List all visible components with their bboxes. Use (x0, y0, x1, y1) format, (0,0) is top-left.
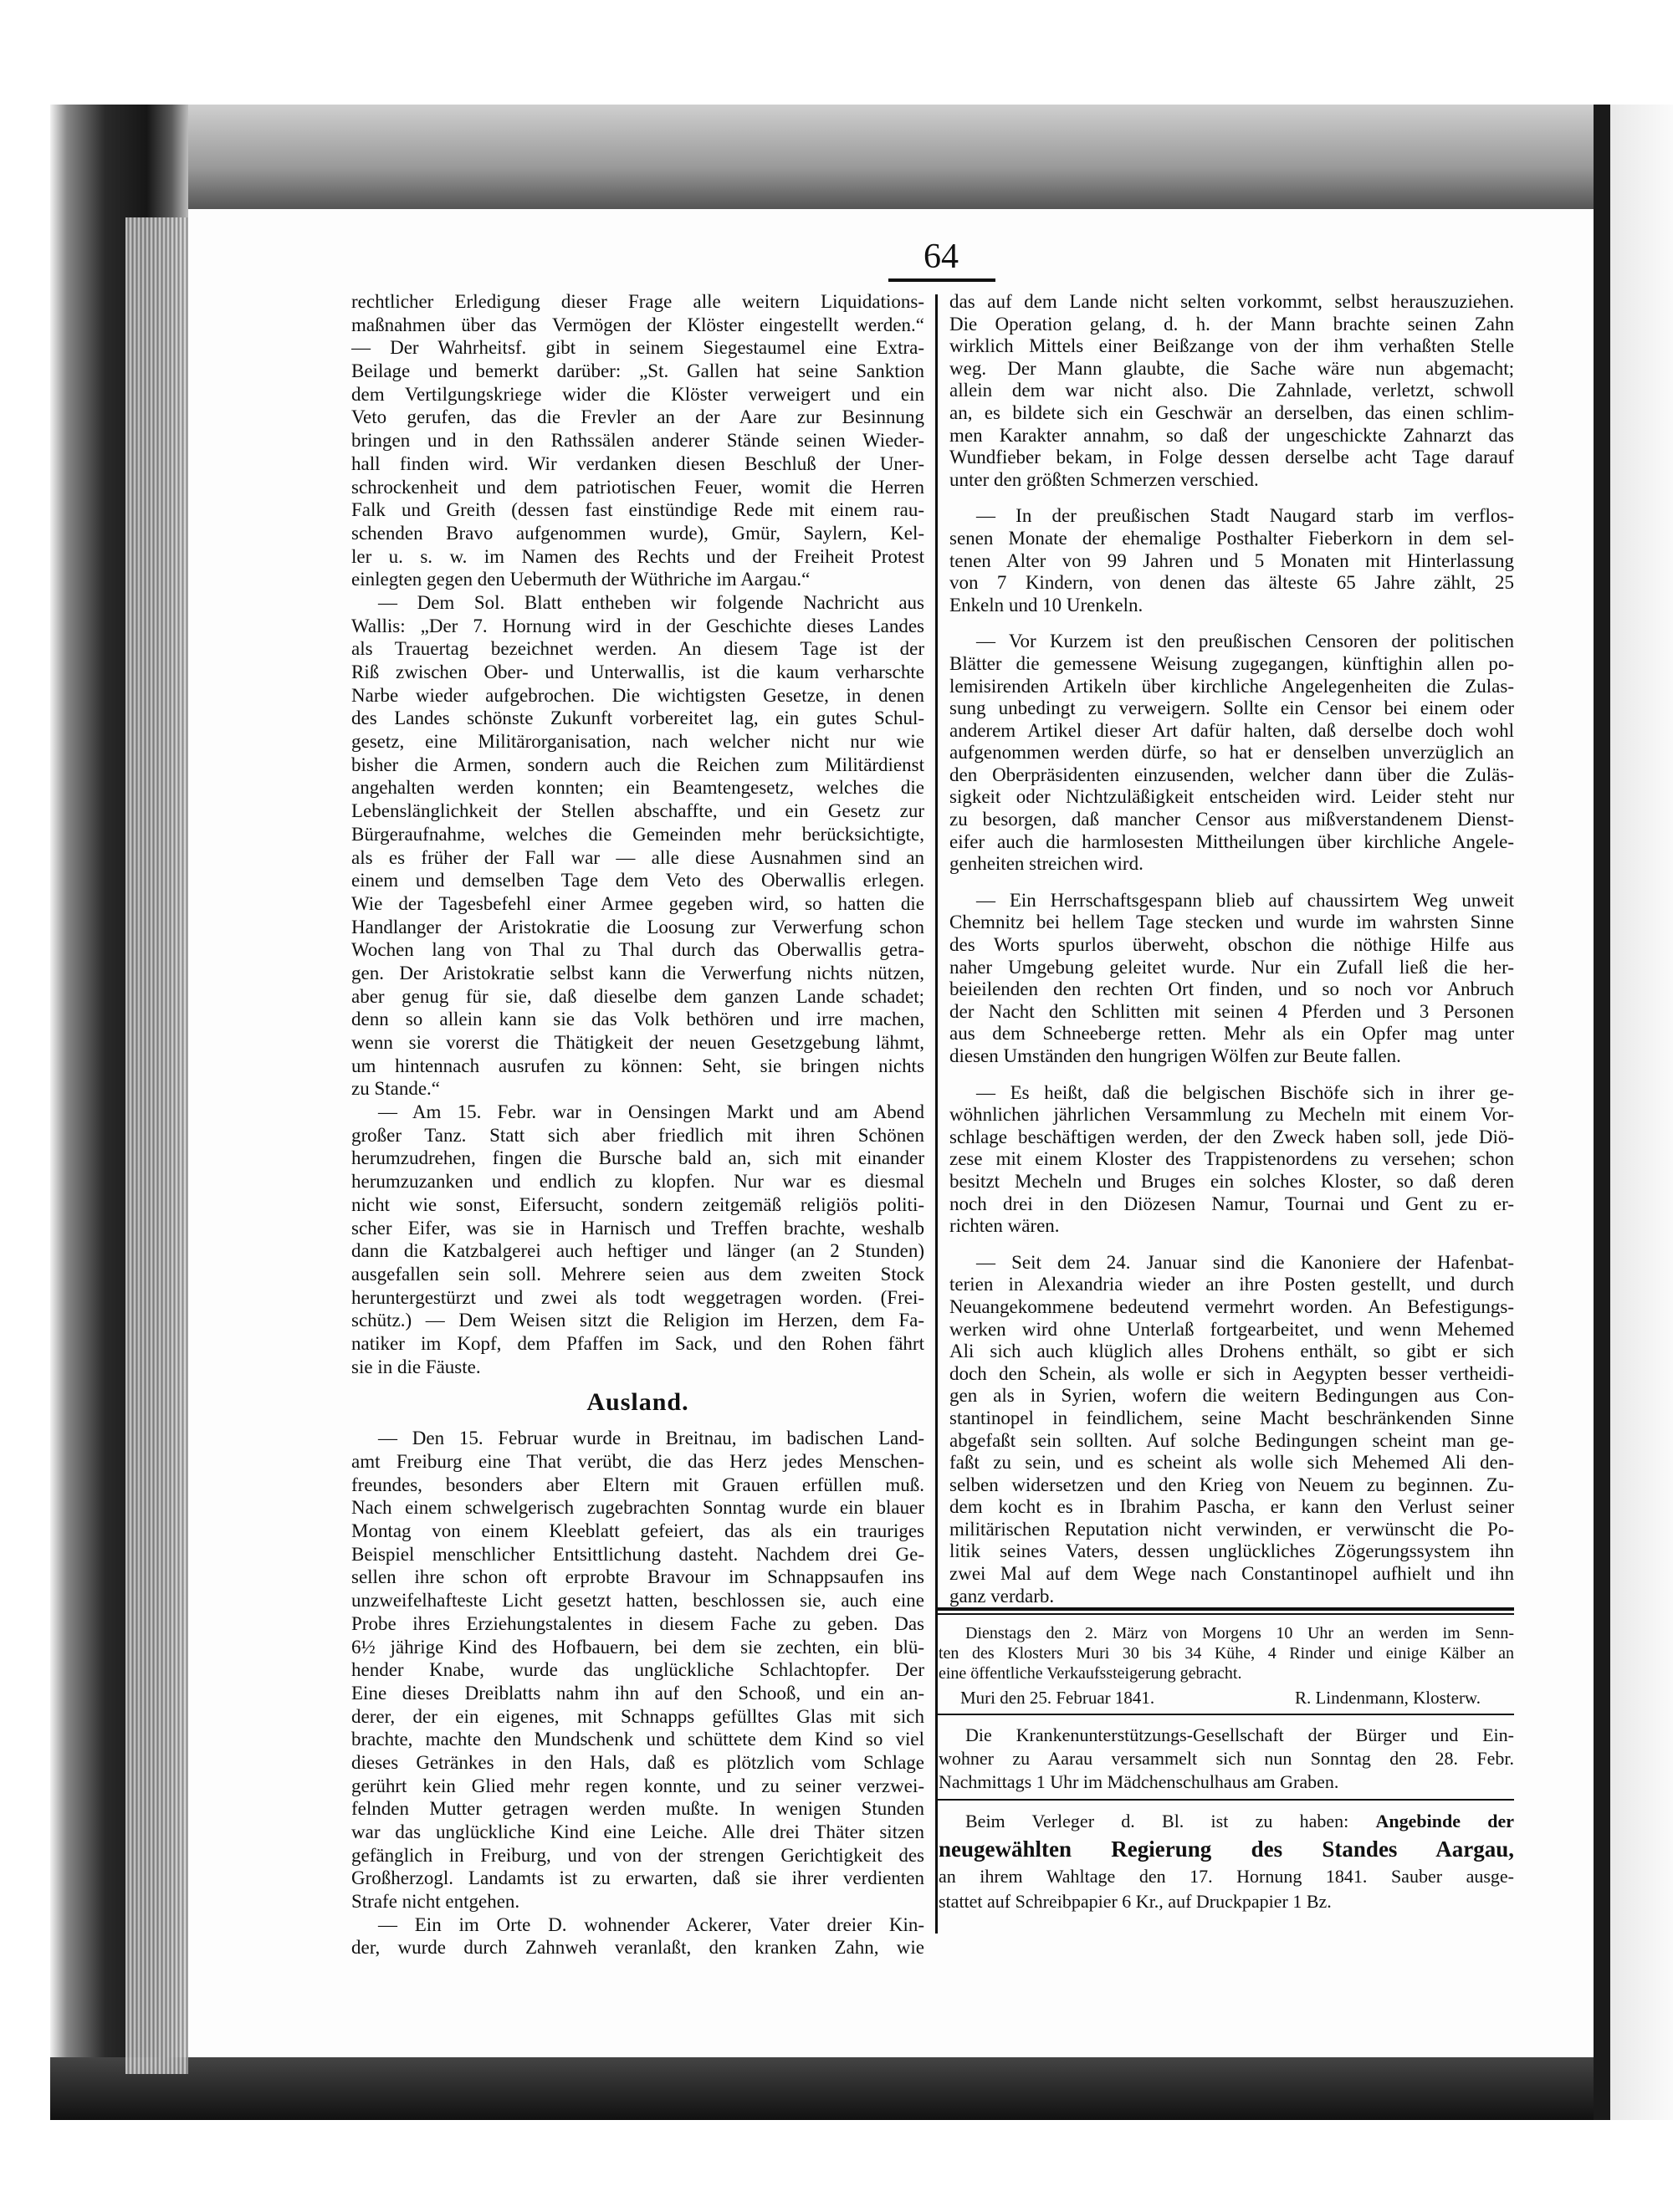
article-paragraph (949, 291, 1514, 491)
text-line: sung unbedingt zu verweigern. Sollte ein Censor bei einem oder (949, 697, 1514, 719)
text-line: Die Krankenunterstützungs-Gesellschaft der Bürger und Ein- (965, 1724, 1514, 1745)
text-line: rechtlicher Erledigung dieser Frage alle weitern Liquidations- (351, 291, 924, 312)
text-line: eine öffentliche Verkaufssteigerung gebracht. (939, 1664, 1242, 1683)
text-line: senen Monate der ehemalige Posthalter Fieberkorn in dem sel- (949, 527, 1514, 549)
text-line: Ali sich auch klüglich alles Drohens enthält, so gibt er sich (949, 1341, 1514, 1362)
text-line: aufgenommen werden dürfe, so hat er denselben unverzüglich an (949, 742, 1514, 764)
text-line: — Vor Kurzem ist den preußischen Censoren der politischen (976, 631, 1514, 652)
text-line: richten wären. (949, 1215, 1060, 1237)
text-line: schrockenheit und dem patriotischen Feuer, womit die Herren (351, 476, 924, 498)
text-line: militärischen Reputation nicht verwinden, er verwünscht die Po- (949, 1518, 1514, 1540)
text-line: sellen ihre schon oft erprobte Bravour im Schnappsaufen ins (351, 1566, 924, 1588)
article-paragraph (351, 290, 924, 591)
text-line: — Am 15. Febr. war in Oensingen Markt und am Abend (378, 1101, 924, 1123)
text-line: gerührt kein Glied mehr regen konnte, und zu seiner verzwei- (351, 1775, 924, 1796)
book-title-part: neugewählten Regierung des Standes Aargau, (939, 1837, 1514, 1862)
text-line: — Ein Herrschaftsgespann blieb auf chaussirtem Weg unweit (976, 889, 1514, 911)
text-line: doch den Schein, als wolle er sich in Aegypten besser vertheidi- (949, 1362, 1514, 1384)
text-line: aus dem Schneeberge retten. Mehr als ein Opfer mag unter (949, 1023, 1514, 1045)
article-paragraph (351, 1913, 924, 1959)
text-line: — Dem Sol. Blatt entheben wir folgende Nachricht aus (378, 591, 924, 613)
text-line: diesen Umständen den hungrigen Wölfen zur Beute fallen. (949, 1045, 1401, 1066)
text-line: werken wird ohne Unterlaß fortgearbeitet, und wenn Mehemed (949, 1318, 1514, 1340)
text-line: großer Tanz. Statt sich aber friedlich mit ihren Schönen (351, 1124, 924, 1146)
text-line: derer, der ein eigenes, mit Schnapps gefülltes Glas mit sich (351, 1705, 924, 1727)
text-line: Chemnitz bei hellem Tage stecken und wurde im wahrsten Sinne (949, 912, 1514, 933)
page-stack-edges (125, 217, 188, 2074)
text-line: Die Operation gelang, d. h. der Mann brachte seinen Zahn (949, 313, 1514, 335)
text-line (939, 1809, 1514, 1834)
text-line: — In der preußischen Stadt Naugard starb im verflos- (976, 505, 1514, 527)
double-rule-divider (935, 1607, 1514, 1615)
right-column (949, 291, 1514, 1607)
text-line: dann die Katzbalgerei auch heftiger und länger (an 2 Stunden) (351, 1240, 924, 1262)
text-line: gen als in Syrien, wofern die weitern Bedingungen aus Con- (949, 1385, 1514, 1407)
text-line: aber genug für sie, daß dieselbe dem ganzen Lande schadet; (351, 985, 924, 1007)
text-line: maßnahmen über das Vermögen der Klöster eingestellt werden.“ (351, 314, 924, 335)
text-line: — Den 15. Februar wurde in Breitnau, im badischen Land- (378, 1428, 924, 1449)
text-line: nicht wie sonst, Eifersucht, sondern zeitgemäß religiös politi- (351, 1193, 924, 1215)
text-line: sigkeit oder Nichtzuläßigkeit entscheiden wird. Leider steht nur (949, 786, 1514, 808)
text-line: Nachmittags 1 Uhr im Mädchenschulhaus am Graben. (939, 1771, 1339, 1792)
text-line: als es früher der Fall war — alle diese Ausnahmen sind an (351, 846, 924, 868)
text-line: weg. Der Mann glaubte, die Sache wäre nun abgemacht; (949, 357, 1514, 379)
rule-divider (935, 1799, 1514, 1801)
signer: R. Lindenmann, Klosterw. (1294, 1688, 1481, 1708)
text-line: faßt zu sein, und es scheint als wolle sich Mehemed Ali den- (949, 1452, 1514, 1474)
article-paragraph (351, 591, 924, 1101)
text-line: dem kocht es in Ibrahim Pascha, er kann den Verlust seiner (949, 1496, 1514, 1518)
text-line: eifer auch die harmlosesten Mittheilungen über kirchliche Angele- (949, 830, 1514, 852)
text-line: bisher die Armen, sondern auch die Reichen zum Militärdienst (351, 754, 924, 775)
text-line: 6½ jährige Kind des Hofbauern, bei dem sie zechten, ein blü- (351, 1636, 924, 1658)
text-line: anderem Artikel dieser Art dafür halten, daß derselbe doch wohl (949, 719, 1514, 741)
text-line: wohner zu Aarau versammelt sich nun Sonntag den 28. Febr. (939, 1748, 1514, 1769)
text-line: unzweifelhafteste Licht gesetzt hatten, beschlossen sie, auch eine (351, 1590, 924, 1612)
text-line: abgefaßt sein sollten. Auf solche Bedingungen scheint man ge- (949, 1429, 1514, 1451)
text-line: Handlanger der Aristokratie die Loosung zur Verwerfung schon (351, 916, 924, 937)
section-heading: Ausland. (586, 1388, 689, 1417)
text-line: naher Umgebung geleitet wurde. Nur ein Zufall ließ die her- (949, 956, 1514, 978)
text-line: wöhnlichen jährlichen Versammlung zu Mecheln mit einem Vor- (949, 1104, 1514, 1126)
text-line: des Worts spurlos überweht, obschon die nöthige Hilfe aus (949, 934, 1514, 956)
notice-signature (939, 1683, 1514, 1709)
text-line: Montag von einem Kleeblatt gefeiert, das als ein trauriges (351, 1520, 924, 1542)
article-paragraph (351, 1427, 924, 1913)
text-line: Wochen lang von Thal zu Thal durch das Oberwallis getra- (351, 939, 924, 961)
text-line: bringen und in den Rathssälen anderer Stände seinen Wieder- (351, 430, 924, 452)
text-line: Enkeln und 10 Urenkeln. (949, 594, 1143, 616)
text-line: das auf dem Lande nicht selten vorkommt, selbst herauszuziehen. (949, 291, 1514, 312)
text-line: an ihrem Wahltage den 17. Hornung 1841. Sauber ausge- (939, 1866, 1514, 1887)
text-line: Beispiel menschlicher Entsittlichung dasteht. Nachdem drei Ge- (351, 1543, 924, 1565)
text-line: gefänglich in Freiburg, und von der strengen Gerichtigkeit des (351, 1844, 924, 1866)
text-line: ten des Klosters Muri 30 bis 34 Kühe, 4 Rinder und einige Kälber an (939, 1644, 1514, 1663)
text-line: selben widersetzen und den Krieg von Neuem zu beginnen. Zu- (949, 1474, 1514, 1495)
text-line: denn so allein kann sie das Volk bethören und irre machen, (351, 1009, 924, 1030)
text-line: Beilage und bemerkt darüber: „St. Gallen hat seine Sanktion (351, 360, 924, 382)
text-line: als Trauertag bezeichnet werden. An diesem Tage ist der (351, 638, 924, 660)
article-paragraph (949, 1252, 1514, 1608)
text-line: hall finden wird. Wir verdanken diesen Beschluß der Uner- (351, 452, 924, 474)
article-paragraph (949, 505, 1514, 616)
text-line: scher Eifer, was sie in Harnisch und Treffen brachte, weshalb (351, 1217, 924, 1239)
text-line: zu besorgen, daß mancher Censor aus mißverstandenem Dienst- (949, 809, 1514, 830)
text-line: men Karakter annahm, so daß der ungeschickte Zahnarzt das (949, 424, 1514, 446)
text-line: brachte, machte den Mundschenk und schüttete dem Kind so viel (351, 1729, 924, 1750)
page-number: 64 (923, 238, 959, 276)
text-line: noch drei in den Diözesen Namur, Tournai und Gent zu er- (949, 1193, 1514, 1214)
scan-background-top (50, 105, 1673, 209)
text-line: stattet auf Schreibpapier 6 Kr., auf Druckpapier 1 Bz. (939, 1891, 1332, 1912)
text-line: — Seit dem 24. Januar sind die Kanoniere der Hafenbat- (976, 1251, 1514, 1273)
text-line: ganz verdarb. (949, 1585, 1055, 1607)
text-line: Riß zwischen Ober- und Unterwallis, ist die kaum verharschte (351, 662, 924, 682)
text-line: Dienstags den 2. März von Morgens 10 Uhr an werden im Senn- (965, 1624, 1514, 1642)
text-line: genheiten streichen wird. (949, 853, 1143, 875)
text-line: — Der Wahrheitsf. gibt in seinem Siegestaumel eine Extra- (351, 337, 924, 359)
text-line: um hintennach ausrufen zu können: Seht, sie bringen nichts (351, 1055, 924, 1076)
text-line: Wallis: „Der 7. Hornung wird in der Geschichte dieses Landes (351, 615, 924, 636)
text-line: angehalten werden konnten; ein Beamtengesetz, welches die (351, 777, 924, 799)
text-line: Wie der Tagesbefehl einer Armee gegeben wird, so hatten die (351, 892, 924, 914)
text-line: natiker im Kopf, dem Pfaffen im Sack, und den Rohen fährt (351, 1332, 924, 1354)
text-line: litik seines Vaters, dessen unglückliches Zögerungssystem ihn (949, 1540, 1514, 1562)
text-line: hender Knabe, wurde das unglückliche Schlachtopfer. Der (351, 1659, 924, 1681)
text-line: besitzt Mecheln und Bruges ein solches Kloster, so daß deren (949, 1170, 1514, 1192)
text-line: ausgefallen sein soll. Mehrere seien aus dem zweiten Stock (351, 1263, 924, 1285)
text-line: gen. Der Aristokratie selbst kann die Verwerfung nichts nützen, (351, 962, 924, 983)
text-line: wenn sie vorerst die Thätigkeit der neuen Gesetzgebung lähmt, (351, 1032, 924, 1053)
text-line: einem und demselben Tage dem Veto des Oberwallis erlegen. (351, 870, 924, 891)
page-edge-shadow (1594, 105, 1610, 2120)
text-line: heruntergestürzt und zwei als todt weggetragen worden. (Frei- (351, 1286, 924, 1308)
text-line: einlegten gegen den Uebermuth der Wüthriche im Aargau.“ (351, 569, 811, 590)
left-column (351, 290, 924, 1959)
text-line: Falk und Greith (dessen fast einstündige Rede mit einem rau- (351, 499, 924, 521)
text-line: amt Freiburg eine That verübt, die das Herz jedes Menschen- (351, 1451, 924, 1472)
text-line: Strafe nicht entgehen. (351, 1891, 520, 1913)
text-line: Blätter die gemessene Weisung zugegangen, künftighin allen po- (949, 652, 1514, 674)
article-paragraph (351, 1101, 924, 1378)
page-number-rule (888, 278, 995, 282)
text-line: lemisirenden Artikeln über kirchliche Angelegenheiten die Zulas- (949, 675, 1514, 697)
text-line: schütz.) — Dem Weisen sitzt die Religion im Herzen, dem Fa- (351, 1310, 924, 1331)
text-line: schenden Bravo aufgenommen wurde), Gmür, Saylern, Kel- (351, 522, 924, 544)
text-line: Veto gerufen, das die Frevler an der Aare zur Besinnung (351, 406, 924, 428)
text-line: beieilenden den rechten Ort finden, und so noch vor Anbruch (949, 978, 1514, 1000)
text-line: zese mit einem Kloster des Trappistenordens zu versehen; schon (949, 1148, 1514, 1170)
text-line: sie in die Fäuste. (351, 1356, 481, 1377)
text-line: schlage beschäftigen werden, der den Zweck haben soll, jede Diö- (949, 1126, 1514, 1147)
publisher-intro: Beim Verleger d. Bl. ist zu haben: (965, 1811, 1376, 1831)
text-line: allein dem war nicht also. Die Zahnlade, verletzt, schwoll (949, 380, 1514, 401)
scan-background-bottom (50, 2057, 1673, 2120)
text-line: von 7 Kindern, von denen das älteste 65 Jahre zählt, 25 (949, 572, 1514, 594)
auction-notice (935, 1623, 1514, 1709)
text-line: Probe ihres Erziehungstalentes in diesem Fache zu geben. Das (351, 1612, 924, 1634)
article-paragraph (949, 631, 1514, 876)
text-line: wirklich Mittels einer Beißzange von der ihm verhaßten Stelle (949, 335, 1514, 357)
text-line: freundes, besonders aber Eltern mit Grauen erfüllen muß. (351, 1474, 924, 1495)
text-line: herumzudrehen, fingen die Bursche bald an, sich mit einander (351, 1147, 924, 1169)
text-line: an, es bildete sich ein Geschwär an derselben, das einen schlim- (949, 401, 1514, 423)
text-line: herumzuzanken und endlich zu klopfen. Nur war es diesmal (351, 1171, 924, 1193)
text-line: war das unglückliche Kind eine Leiche. Alle drei Thäter sitzen (351, 1821, 924, 1842)
text-line: zwei Mal auf dem Wege nach Constantinopel aufhielt und ihn (949, 1563, 1514, 1585)
text-line: Bürgeraufnahme, welches die Gemeinden mehr berücksichtigte, (351, 823, 924, 845)
text-line: dem Vertilgungskriege wider die Klöster verweigert und ein (351, 383, 924, 405)
text-line: unter den größten Schmerzen verschied. (949, 468, 1259, 490)
text-line: tenen Alter von 99 Jahren und 5 Monaten mit Hinterlassung (949, 549, 1514, 571)
text-line: Eine dieses Dreiblatts nahm ihn auf den Schooß, und ein an- (351, 1682, 924, 1704)
advertisements (935, 1607, 1514, 1914)
text-line: Neuangekommene bedeutend vermehrt worden. An Befestigungs- (949, 1295, 1514, 1317)
text-line: gesetz, eine Militärorganisation, nach welcher nicht nur wie (351, 731, 924, 753)
text-line: Lebenslänglichkeit der Stellen abschaffte, und ein Gesetz zur (351, 800, 924, 822)
text-line: stantinopel in feindlichem, seine Macht beschränkenden Sinne (949, 1407, 1514, 1428)
text-line: terien in Alexandria wieder an ihre Posten gestellt, und durch (949, 1274, 1514, 1295)
text-line: Wundfieber bekam, in Folge dessen derselbe acht Tage darauf (949, 447, 1514, 468)
text-line: Großherzogl. Landamts ist zu erwarten, daß sie ihrer verdienten (351, 1867, 924, 1889)
place-date: Muri den 25. Februar 1841. (960, 1688, 1155, 1708)
text-line: den Oberpräsidenten einzusenden, welcher dann über die Zuläs- (949, 764, 1514, 785)
book-title-part: Angebinde der (1375, 1811, 1514, 1831)
text-line: — Es heißt, daß die belgischen Bischöfe sich in ihrer ge- (976, 1081, 1514, 1103)
text-line: Nach einem schwelgerisch zugebrachten Sonntag wurde ein blauer (351, 1497, 924, 1519)
text-line: — Ein im Orte D. wohnender Ackerer, Vater dreier Kin- (378, 1913, 924, 1935)
text-line: ler u. s. w. im Namen des Rechts und der Freiheit Protest (351, 545, 924, 567)
article-paragraph (949, 890, 1514, 1068)
adjacent-page (1610, 105, 1673, 2120)
society-notice (935, 1724, 1514, 1794)
publisher-notice (935, 1809, 1514, 1914)
text-line: felnden Mutter getragen werden mußte. In wenigen Stunden (351, 1798, 924, 1820)
text-line: dieses Getränkes in den Hals, daß es plötzlich vom Schlage (351, 1751, 924, 1773)
text-line: Narbe wieder aufgebrochen. Die wichtigsten Gesetze, in denen (351, 684, 924, 706)
text-line: des Landes schönste Zukunft vorbereitet lag, ein gutes Schul- (351, 708, 924, 729)
text-line: der Nacht den Schlitten mit seinen 4 Pferden und 3 Personen (949, 1000, 1514, 1022)
article-paragraph (949, 1082, 1514, 1238)
text-line: zu Stande.“ (351, 1078, 441, 1100)
text-line: der, wurde durch Zahnweh veranlaßt, den kranken Zahn, wie (351, 1937, 924, 1959)
rule-divider (935, 1714, 1514, 1715)
